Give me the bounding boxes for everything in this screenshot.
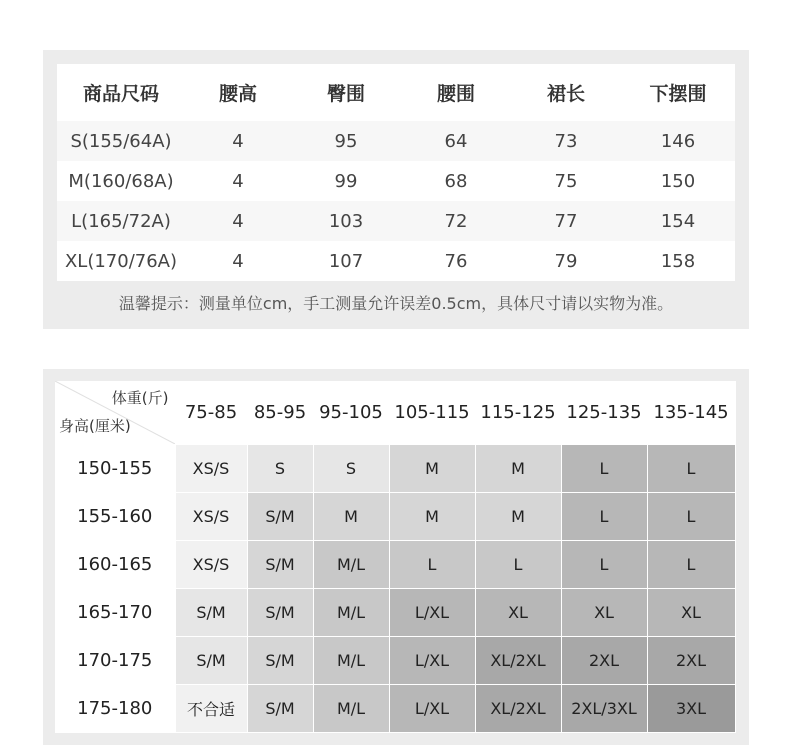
size-value-cell: 150	[621, 161, 735, 201]
recommended-size-cell: L	[561, 445, 647, 493]
size-row	[57, 121, 735, 161]
weight-range-header: 75-85	[175, 381, 247, 445]
recommended-size-cell: L/XL	[389, 589, 475, 637]
recommended-size-cell: M/L	[313, 685, 389, 733]
header-skirt-length: 裙长	[511, 64, 621, 121]
height-range-cell: 160-165	[55, 541, 175, 589]
fit-row	[55, 637, 735, 685]
size-value-cell: 158	[621, 241, 735, 281]
recommended-size-cell: M/L	[313, 637, 389, 685]
recommended-size-cell: L	[389, 541, 475, 589]
header-hip: 臀围	[291, 64, 401, 121]
size-value-cell: 72	[401, 201, 511, 241]
weight-range-header: 125-135	[561, 381, 647, 445]
fit-row	[55, 589, 735, 637]
recommended-size-cell: 2XL	[647, 637, 735, 685]
weight-range-header: 135-145	[647, 381, 735, 445]
recommended-size-cell: L	[647, 493, 735, 541]
size-value-cell: 146	[621, 121, 735, 161]
size-value-cell: 77	[511, 201, 621, 241]
recommended-size-cell: S/M	[175, 637, 247, 685]
recommended-size-cell: S/M	[247, 541, 313, 589]
header-size: 商品尺码	[57, 64, 185, 121]
size-value-cell: 76	[401, 241, 511, 281]
fit-row	[55, 493, 735, 541]
size-row	[57, 161, 735, 201]
header-waist-height: 腰高	[185, 64, 291, 121]
size-label-cell: M(160/68A)	[57, 161, 185, 201]
size-value-cell: 64	[401, 121, 511, 161]
recommended-size-cell: XL/2XL	[475, 637, 561, 685]
size-value-cell: 107	[291, 241, 401, 281]
recommended-size-cell: M	[389, 493, 475, 541]
fit-chart-panel	[43, 369, 749, 745]
weight-range-header: 115-125	[475, 381, 561, 445]
weight-range-header: 105-115	[389, 381, 475, 445]
measurement-note: 温馨提示：测量单位cm，手工测量允许误差0.5cm，具体尺寸请以实物为准。	[118, 294, 674, 313]
recommended-size-cell: S/M	[175, 589, 247, 637]
height-range-cell: 175-180	[55, 685, 175, 733]
height-range-cell: 155-160	[55, 493, 175, 541]
size-value-cell: 4	[185, 201, 291, 241]
recommended-size-cell: S	[247, 445, 313, 493]
fit-chart-header-row	[55, 381, 735, 445]
recommended-size-cell: XL/2XL	[475, 685, 561, 733]
fit-row	[55, 445, 735, 493]
size-value-cell: 4	[185, 121, 291, 161]
recommended-size-cell: S/M	[247, 685, 313, 733]
recommended-size-cell: 2XL	[561, 637, 647, 685]
recommended-size-cell: M	[475, 445, 561, 493]
weight-axis-label: 体重(斤)	[111, 389, 169, 407]
size-chart-table	[57, 64, 735, 281]
recommended-size-cell: L	[561, 541, 647, 589]
recommended-size-cell: L	[647, 445, 735, 493]
size-value-cell: 95	[291, 121, 401, 161]
size-chart-panel	[43, 50, 749, 329]
size-value-cell: 154	[621, 201, 735, 241]
recommended-size-cell: M	[389, 445, 475, 493]
recommended-size-cell: XL	[647, 589, 735, 637]
fit-chart-corner	[55, 381, 175, 445]
recommended-size-cell: L	[561, 493, 647, 541]
size-value-cell: 68	[401, 161, 511, 201]
height-range-cell: 165-170	[55, 589, 175, 637]
recommended-size-cell: XL	[475, 589, 561, 637]
size-value-cell: 4	[185, 161, 291, 201]
header-hem: 下摆围	[621, 64, 735, 121]
height-range-cell: 150-155	[55, 445, 175, 493]
size-value-cell: 73	[511, 121, 621, 161]
fit-row	[55, 685, 735, 733]
recommended-size-cell: XS/S	[175, 493, 247, 541]
fit-row	[55, 541, 735, 589]
size-row	[57, 241, 735, 281]
recommended-size-cell: L	[647, 541, 735, 589]
recommended-size-cell: 2XL/3XL	[561, 685, 647, 733]
recommended-size-cell: S/M	[247, 589, 313, 637]
size-label-cell: L(165/72A)	[57, 201, 185, 241]
fit-chart-table	[55, 381, 736, 733]
size-value-cell: 4	[185, 241, 291, 281]
recommended-size-cell: M/L	[313, 589, 389, 637]
size-row	[57, 201, 735, 241]
size-value-cell: 99	[291, 161, 401, 201]
recommended-size-cell: 3XL	[647, 685, 735, 733]
size-label-cell: S(155/64A)	[57, 121, 185, 161]
weight-range-header: 95-105	[313, 381, 389, 445]
size-chart-header-row	[57, 64, 735, 121]
recommended-size-cell: L/XL	[389, 637, 475, 685]
size-value-cell: 79	[511, 241, 621, 281]
weight-range-header: 85-95	[247, 381, 313, 445]
size-label-cell: XL(170/76A)	[57, 241, 185, 281]
recommended-size-cell: M/L	[313, 541, 389, 589]
recommended-size-cell: XL	[561, 589, 647, 637]
size-value-cell: 75	[511, 161, 621, 201]
recommended-size-cell: S	[313, 445, 389, 493]
recommended-size-cell: 不合适	[175, 685, 247, 733]
header-waist: 腰围	[401, 64, 511, 121]
height-axis-label: 身高(厘米)	[59, 417, 131, 435]
recommended-size-cell: M	[313, 493, 389, 541]
height-range-cell: 170-175	[55, 637, 175, 685]
size-value-cell: 103	[291, 201, 401, 241]
recommended-size-cell: S/M	[247, 637, 313, 685]
recommended-size-cell: XS/S	[175, 541, 247, 589]
recommended-size-cell: L/XL	[389, 685, 475, 733]
recommended-size-cell: L	[475, 541, 561, 589]
recommended-size-cell: M	[475, 493, 561, 541]
recommended-size-cell: S/M	[247, 493, 313, 541]
recommended-size-cell: XS/S	[175, 445, 247, 493]
